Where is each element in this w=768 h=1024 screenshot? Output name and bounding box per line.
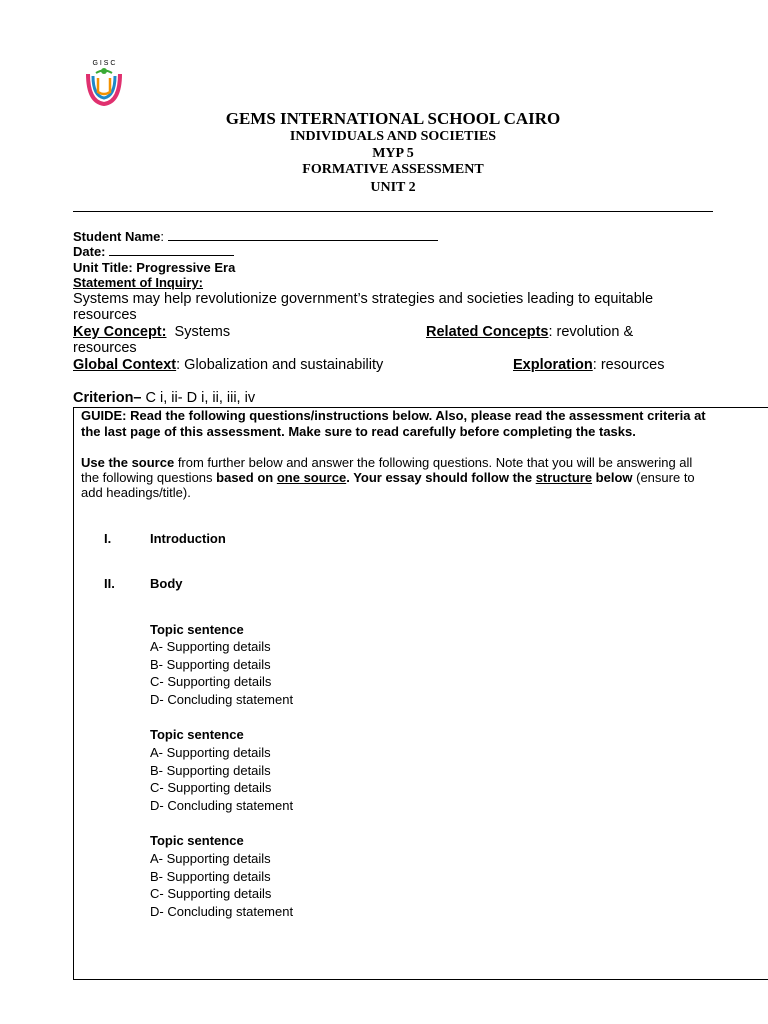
topic-sentence-label: Topic sentence (150, 727, 244, 742)
list-item: A- Supporting details (150, 745, 271, 760)
key-concept-label: Key Concept: (73, 324, 167, 340)
guide-line4-c: one source (276, 470, 347, 485)
student-name-field[interactable]: Student Name: (73, 229, 438, 244)
grade-title: MYP 5 (372, 146, 414, 161)
topic-sentence-label: Topic sentence (150, 622, 244, 637)
date-blank[interactable] (109, 255, 234, 256)
list-item: B- Supporting details (150, 763, 271, 778)
instructions-box (73, 407, 768, 980)
assessment-title: FORMATIVE ASSESSMENT (302, 162, 484, 177)
section-title-body: Body (150, 576, 183, 591)
list-item: B- Supporting details (150, 657, 271, 672)
guide-line4-b: based on (216, 470, 277, 485)
guide-line4-f: below (592, 470, 633, 485)
student-name-label: Student Name (73, 229, 161, 244)
guide-line2: the last page of this assessment. Make sure to read carefully before completing the tasks. (81, 424, 636, 439)
use-source-bold: Use the source (81, 455, 175, 470)
subject-title: INDIVIDUALS AND SOCIETIES (289, 129, 497, 144)
key-concept-value: Systems (166, 324, 231, 340)
guide-line3 (81, 455, 692, 471)
exploration-value: : resources (592, 357, 665, 373)
global-context-value: : Globalization and sustainability (176, 357, 384, 373)
unit-title-header: UNIT 2 (370, 180, 416, 195)
criterion (73, 390, 255, 406)
list-item: A- Supporting details (150, 639, 271, 654)
exploration-label: Exploration (513, 357, 593, 373)
guide-line4-e: structure (535, 470, 593, 485)
list-item: D- Concluding statement (150, 904, 294, 919)
section-number-intro: I. (104, 531, 112, 546)
topic-sentence-label: Topic sentence (150, 833, 244, 848)
school-logo-icon (82, 56, 126, 110)
section-title-intro: Introduction (150, 531, 226, 546)
list-item: A- Supporting details (150, 851, 271, 866)
guide-line4-d: . Your essay should follow the (346, 470, 536, 485)
criterion-value: C i, ii- D i, ii, iii, iv (141, 390, 256, 406)
related-concepts-label: Related Concepts (426, 324, 549, 340)
date-field[interactable] (73, 244, 234, 259)
list-item: C- Supporting details (150, 674, 272, 689)
list-item: D- Concluding statement (150, 692, 294, 707)
list-item: C- Supporting details (150, 780, 272, 795)
global-context-label: Global Context (73, 357, 177, 373)
guide-line4-a: the following questions (81, 470, 217, 485)
guide-line5: add headings/title). (81, 485, 191, 500)
date-label: Date: (73, 244, 106, 259)
key-concept (73, 324, 230, 340)
student-name-blank[interactable] (168, 240, 438, 241)
criterion-label: Criterion– (73, 390, 142, 406)
header-divider (73, 211, 713, 212)
related-concepts-value: : revolution & (548, 324, 634, 340)
exploration (513, 357, 665, 373)
use-source-rest: from further below and answer the following questions. Note that you will be answering all (174, 455, 693, 470)
related-concepts (426, 324, 633, 340)
svg-text:G I S C: G I S C (92, 60, 116, 67)
guide-line1: GUIDE: Read the following questions/instructions below. Also, please read the assessment criteria at (81, 408, 706, 423)
school-title: GEMS INTERNATIONAL SCHOOL CAIRO (225, 109, 561, 128)
guide-line4 (81, 470, 695, 486)
global-context (73, 357, 383, 373)
guide-line4-g: (ensure to (632, 470, 695, 485)
unit-title: Unit Title: Progressive Era (73, 260, 236, 275)
related-concepts-value2: resources (73, 340, 137, 356)
section-number-body: II. (104, 576, 115, 591)
soi-label: Statement of Inquiry: (73, 275, 204, 290)
list-item: C- Supporting details (150, 886, 272, 901)
list-item: B- Supporting details (150, 869, 271, 884)
soi-text-line2: resources (73, 307, 137, 323)
list-item: D- Concluding statement (150, 798, 294, 813)
soi-text-line1: Systems may help revolutionize government’s strategies and societies leading to equitable (73, 291, 654, 307)
